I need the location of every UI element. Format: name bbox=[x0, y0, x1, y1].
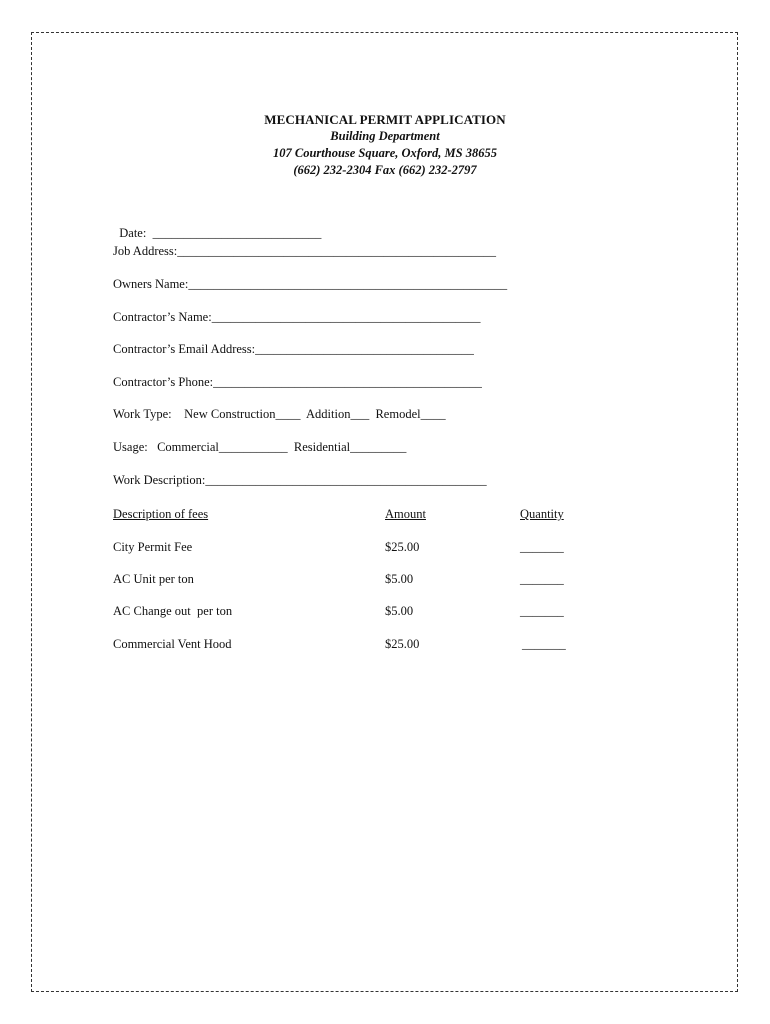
fee-quantity-blank[interactable]: _______ bbox=[520, 604, 564, 618]
fee-amount: $25.00 bbox=[385, 540, 420, 554]
fee-description: City Permit Fee bbox=[113, 540, 193, 554]
fees-header-quantity: Quantity bbox=[520, 507, 564, 521]
department-address: 107 Courthouse Square, Oxford, MS 38655 bbox=[272, 146, 497, 160]
fee-quantity-blank[interactable]: _______ bbox=[520, 572, 564, 586]
work-description-field[interactable]: Work Description:_____________________________________________ bbox=[113, 473, 487, 487]
fee-description: AC Unit per ton bbox=[113, 572, 194, 586]
fee-quantity-blank[interactable]: _______ bbox=[522, 637, 566, 651]
job-address-field[interactable]: Job Address:___________________________________________________ bbox=[113, 244, 496, 258]
contractor-name-field[interactable]: Contractor’s Name:___________________________________________ bbox=[113, 310, 481, 324]
owners-name-field[interactable]: Owners Name:___________________________________________________ bbox=[113, 277, 508, 291]
fee-description: AC Change out per ton bbox=[113, 604, 233, 618]
date-label: Date: bbox=[119, 226, 147, 240]
department-phone-fax: (662) 232-2304 Fax (662) 232-2797 bbox=[293, 163, 477, 177]
date-field bbox=[113, 209, 321, 241]
fee-amount: $5.00 bbox=[385, 604, 414, 618]
contractor-email-field[interactable]: Contractor’s Email Address:___________________________________ bbox=[113, 342, 474, 356]
fee-amount: $25.00 bbox=[385, 637, 420, 651]
contractor-phone-field[interactable]: Contractor’s Phone:___________________________________________ bbox=[113, 375, 482, 389]
fee-amount: $5.00 bbox=[385, 572, 414, 586]
work-type-field[interactable]: Work Type: New Construction____ Addition___ Remodel____ bbox=[113, 407, 446, 421]
usage-field[interactable]: Usage: Commercial___________ Residential_________ bbox=[113, 440, 407, 454]
department-name: Building Department bbox=[330, 129, 440, 143]
fees-header-description: Description of fees bbox=[113, 507, 209, 521]
fees-header-amount: Amount bbox=[385, 507, 426, 521]
document-header bbox=[0, 111, 770, 179]
fee-quantity-blank[interactable]: _______ bbox=[520, 540, 564, 554]
date-blank[interactable]: ___________________________ bbox=[146, 226, 322, 240]
form-title: MECHANICAL PERMIT APPLICATION bbox=[264, 112, 506, 127]
fee-description: Commercial Vent Hood bbox=[113, 637, 232, 651]
